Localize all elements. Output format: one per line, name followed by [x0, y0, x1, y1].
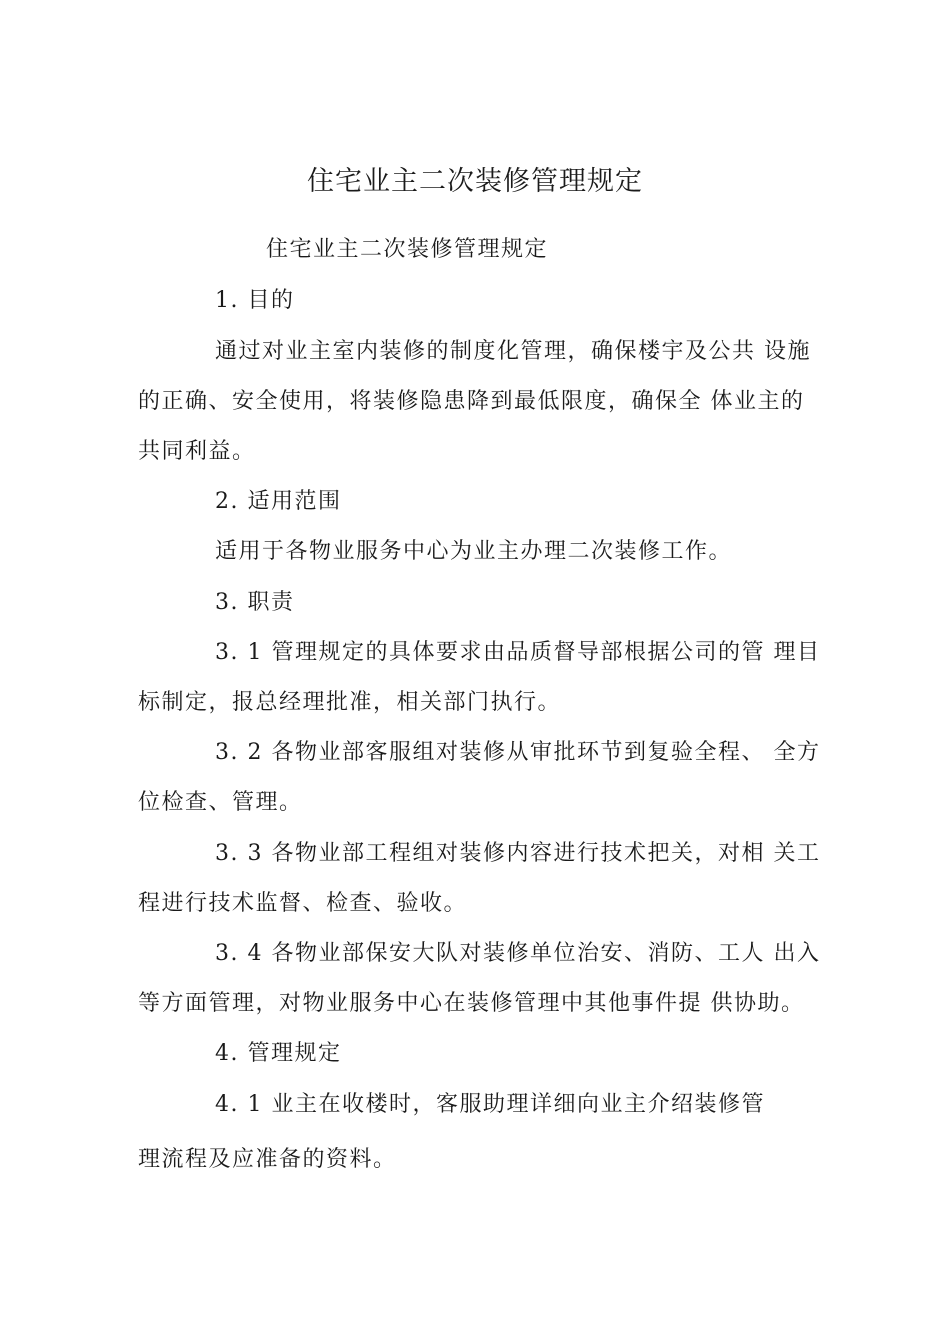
paragraph-line: 位检查、管理。: [138, 790, 303, 815]
document-subtitle: 住宅业主二次装修管理规定: [266, 237, 549, 262]
paragraph-line: 程进行技术监督、检查、验收。: [138, 891, 468, 916]
section-heading-purpose: 1. 目的: [215, 288, 295, 313]
paragraph-line: 理流程及应准备的资料。: [138, 1147, 397, 1172]
paragraph-line: 共同利益。: [138, 439, 256, 464]
paragraph-line: 标制定，报总经理批准，相关部门执行。: [138, 690, 562, 715]
paragraph-line: 通过对业主室内装修的制度化管理，确保楼宇及公共 设施: [215, 339, 811, 364]
section-heading-duties: 3. 职责: [215, 590, 295, 615]
paragraph-line: 的正确、安全使用，将装修隐患降到最低限度，确保全 体业主的: [138, 389, 805, 414]
paragraph-line: 3. 1 管理规定的具体要求由品质督导部根据公司的管 理目: [215, 640, 821, 665]
section-heading-regulations: 4. 管理规定: [215, 1041, 342, 1066]
document-title: 住宅业主二次装修管理规定: [307, 166, 643, 197]
paragraph-line: 4. 1 业主在收楼时，客服助理详细向业主介绍装修管: [215, 1092, 765, 1117]
paragraph-line: 3. 2 各物业部客服组对装修从审批环节到复验全程、 全方: [215, 740, 821, 765]
section-heading-scope: 2. 适用范围: [215, 489, 342, 514]
paragraph-line: 3. 4 各物业部保安大队对装修单位治安、消防、工人 出入: [215, 941, 821, 966]
paragraph-line: 适用于各物业服务中心为业主办理二次装修工作。: [215, 539, 733, 564]
paragraph-line: 3. 3 各物业部工程组对装修内容进行技术把关，对相 关工: [215, 841, 821, 866]
paragraph-line: 等方面管理，对物业服务中心在装修管理中其他事件提 供协助。: [138, 991, 805, 1016]
